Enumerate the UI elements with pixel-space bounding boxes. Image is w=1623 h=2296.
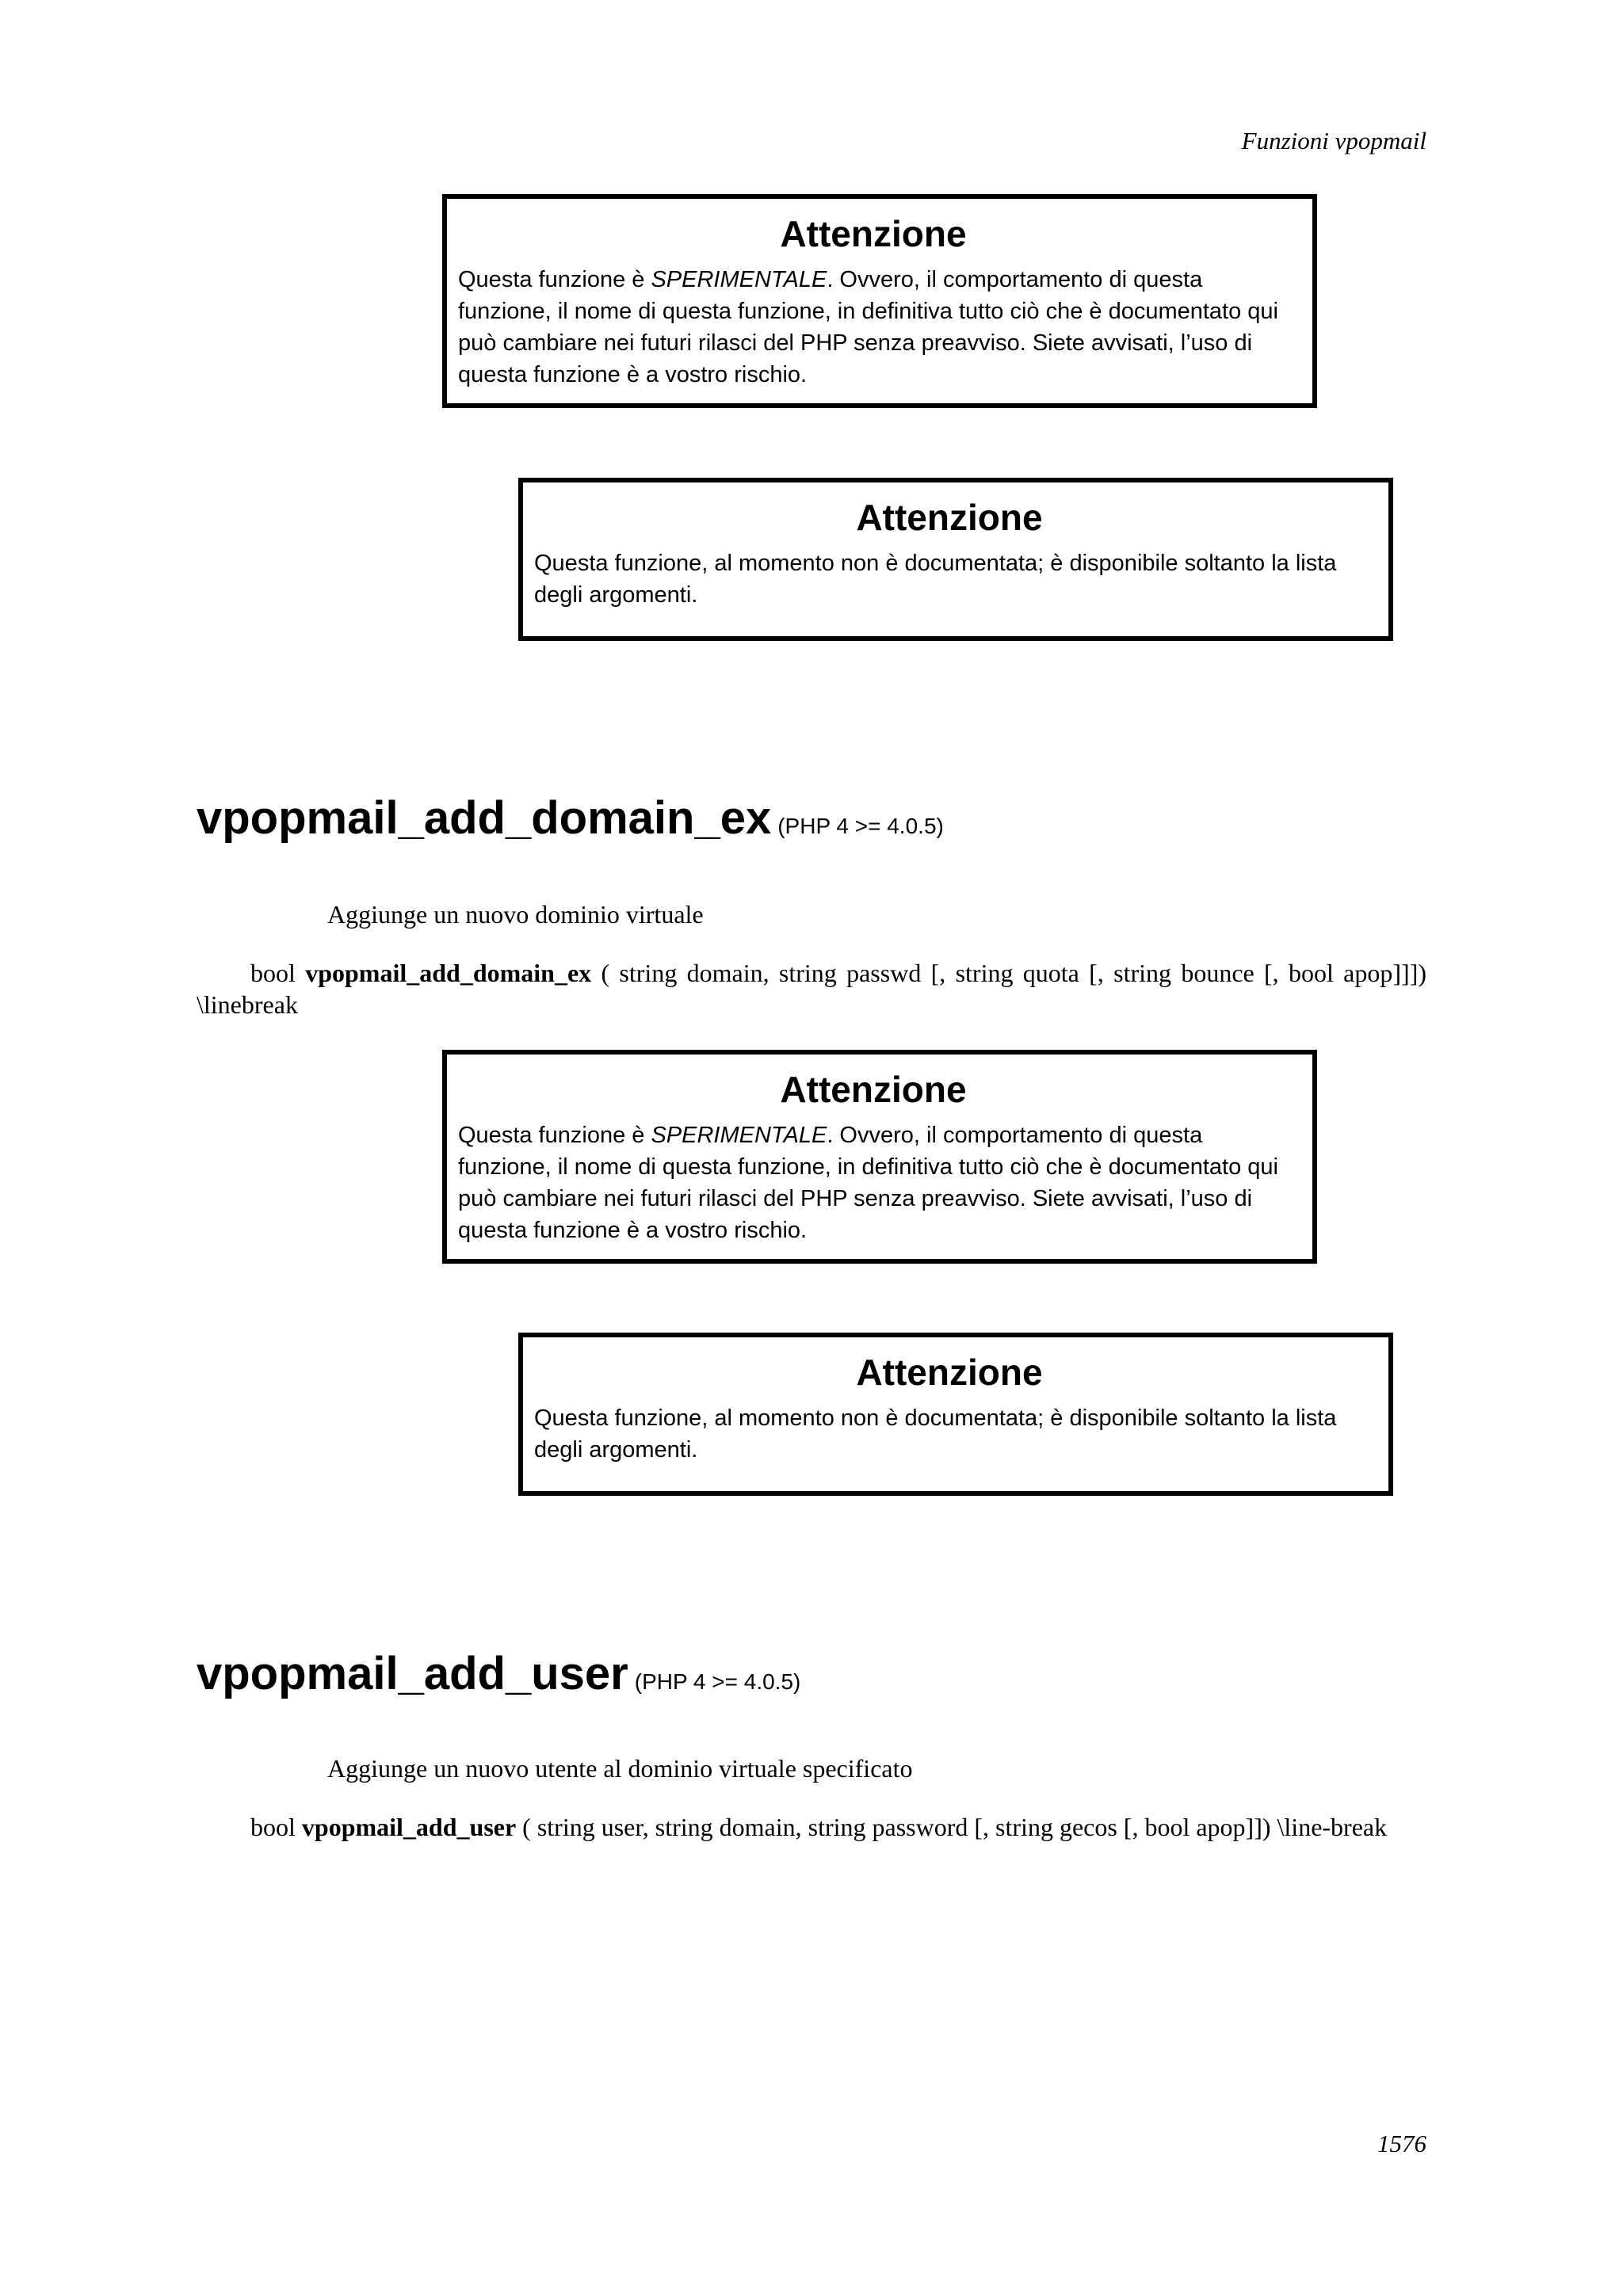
warning-box-experimental (442, 1050, 1317, 1264)
running-header: Funzioni vpopmail (1241, 127, 1426, 154)
synopsis-function-name: vpopmail_add_user (301, 1813, 517, 1841)
return-type: bool (250, 959, 296, 987)
warning-title: Attenzione (856, 497, 1043, 538)
warning-box-experimental (442, 194, 1317, 408)
warning-title: Attenzione (856, 1352, 1043, 1393)
warning-title: Attenzione (780, 213, 967, 254)
synopsis-arguments: ( string user, string domain, string password [, string gecos [, bool apop]]) \line-break (516, 1813, 1388, 1841)
warning-text: Questa funzione, al momento non è documentata; è disponibile soltanto la lista degli argomenti. (534, 551, 1337, 608)
function-title (197, 1648, 800, 1700)
page-number: 1576 (1377, 2130, 1426, 2157)
function-name: vpopmail_add_user (197, 1648, 628, 1699)
function-name: vpopmail_add_domain_ex (197, 792, 772, 844)
function-title (197, 792, 944, 845)
warning-box-undocumented (518, 1333, 1393, 1496)
synopsis-function-name: vpopmail_add_domain_ex (305, 959, 592, 987)
warning-emphasis: SPERIMENTALE (651, 1123, 827, 1148)
warning-text: Questa funzione, al momento non è documentata; è disponibile soltanto la lista degli argomenti. (534, 1405, 1337, 1463)
warning-title: Attenzione (780, 1069, 967, 1110)
function-version: (PHP 4 >= 4.0.5) (634, 1669, 801, 1694)
warning-text: Questa funzione è SPERIMENTALE. Ovvero, il comportamento di questa funzione, il nome di questa funzione, in definitiva tutto ciò che è documentato qui può cambiare nei futuri rilasci del PHP senza preavviso. Siete avvisati, l’uso di questa funzione è a vostro rischio. (458, 1123, 1278, 1243)
warning-text: Questa funzione è SPERIMENTALE. Ovvero, il comportamento di questa funzione, il nome di questa funzione, in definitiva tutto ciò che è documentato qui può cambiare nei futuri rilasci del PHP senza preavviso. Siete avvisati, l’uso di questa funzione è a vostro rischio. (458, 267, 1278, 387)
return-type: bool (250, 1813, 296, 1841)
function-synopsis (197, 1811, 1426, 1843)
function-synopsis (197, 957, 1426, 1020)
warning-box-undocumented (518, 478, 1393, 641)
warning-emphasis: SPERIMENTALE (651, 267, 827, 292)
function-version: (PHP 4 >= 4.0.5) (777, 814, 944, 838)
function-description: Aggiunge un nuovo dominio virtuale (327, 900, 704, 929)
function-description: Aggiunge un nuovo utente al dominio virtuale specificato (327, 1754, 913, 1783)
synopsis-arguments: ( string domain, string passwd [, string quota [, string bounce [, bool apop]]]) \linebreak (197, 959, 1427, 1019)
